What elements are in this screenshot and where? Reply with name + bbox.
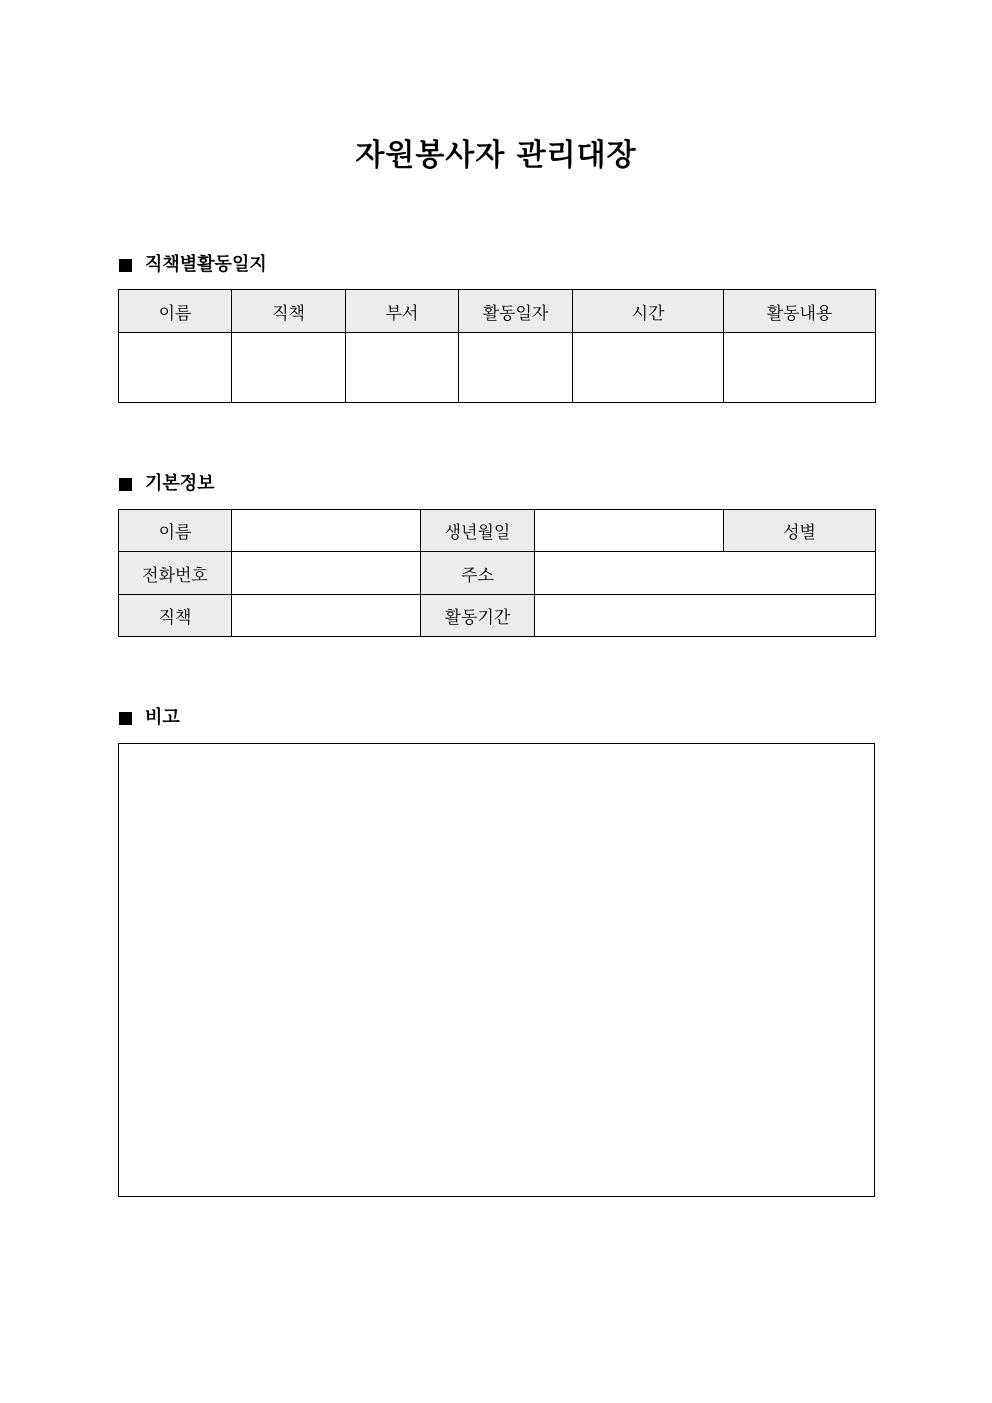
basic-info-table [118,509,876,637]
table-row [119,333,876,403]
label-phone: 전화번호 [119,552,232,595]
section-heading-activity-log [119,253,267,277]
column-header-name: 이름 [119,290,232,333]
column-header-position: 직책 [232,290,346,333]
field-birthdate[interactable] [535,510,724,552]
field-address[interactable] [535,552,876,595]
table-row [119,595,876,637]
column-header-department: 부서 [346,290,459,333]
table-row [119,552,876,595]
column-header-activity-date: 활동일자 [459,290,573,333]
section-heading-label: 비고 [145,707,180,728]
cell-activity-date[interactable] [459,333,573,403]
black-square-icon [119,259,132,272]
column-header-time: 시간 [573,290,724,333]
section-heading-label: 기본정보 [145,473,215,494]
activity-log-table [118,289,876,403]
section-heading-remarks [119,706,180,730]
cell-time[interactable] [573,333,724,403]
remarks-box[interactable] [118,743,875,1197]
cell-activity-content[interactable] [724,333,876,403]
label-name: 이름 [119,510,232,552]
label-birthdate: 생년월일 [421,510,535,552]
page-title: 자원봉사자 관리대장 [355,138,637,173]
field-phone[interactable] [232,552,421,595]
black-square-icon [119,712,132,725]
section-heading-basic-info [119,472,215,496]
field-activity-period[interactable] [535,595,876,637]
black-square-icon [119,478,132,491]
field-position[interactable] [232,595,421,637]
label-address: 주소 [421,552,535,595]
table-row [119,510,876,552]
column-header-activity-content: 활동내용 [724,290,876,333]
cell-position[interactable] [232,333,346,403]
label-activity-period: 활동기간 [421,595,535,637]
field-name[interactable] [232,510,421,552]
label-gender: 성별 [724,510,876,552]
cell-name[interactable] [119,333,232,403]
section-heading-label: 직책별활동일지 [145,254,267,275]
cell-department[interactable] [346,333,459,403]
table-header-row [119,290,876,333]
label-position: 직책 [119,595,232,637]
